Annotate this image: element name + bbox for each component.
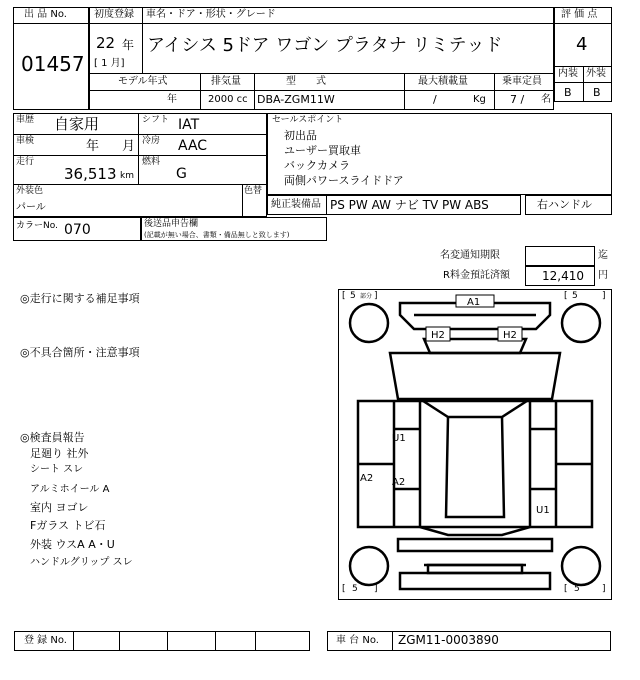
mileage-value: 36,513	[64, 165, 117, 183]
car-diagram	[338, 289, 612, 600]
svg-text:[: [	[564, 291, 568, 301]
capacity-value: 7 /	[510, 93, 525, 106]
docs-label: 後送品申告欄	[144, 219, 199, 229]
name-change-box	[525, 246, 595, 266]
tire-top-left: 5	[350, 291, 356, 301]
wheel-icon	[562, 547, 600, 585]
svg-text:[: [	[342, 584, 346, 594]
driving-heading: ◎走行に関する補足事項	[20, 292, 140, 305]
inspector-line: 室内 ヨゴレ	[30, 501, 89, 514]
interior-label: 内装	[558, 68, 578, 79]
sales-point: ユーザー買取車	[284, 144, 361, 157]
fuel-label: 燃料	[142, 157, 161, 167]
first-reg-month: [ 1 月]	[94, 58, 125, 69]
steering-value: 右ハンドル	[537, 198, 592, 211]
wheel-icon	[562, 304, 600, 342]
inspection-label: 車検	[16, 136, 35, 146]
svg-text:]: ]	[374, 584, 378, 594]
mark-u1-left: U1	[392, 433, 406, 444]
displacement-label: 排気量	[211, 76, 241, 87]
tire-top-left: [	[342, 291, 346, 301]
history-value: 自家用	[54, 115, 100, 133]
car-name-label: 車名・ドア・形状・グレード	[146, 9, 276, 20]
capacity-unit: 名	[541, 94, 551, 105]
info-left-box	[13, 113, 267, 217]
ext-color-value: パール	[16, 202, 46, 213]
inspector-line: Fガラス トビ石	[30, 519, 106, 532]
color-no-label: カラーNo.	[16, 221, 58, 231]
sales-point: 両側パワースライドドア	[284, 174, 404, 187]
shift-value: IAT	[178, 117, 200, 133]
first-reg-label: 初度登録	[94, 9, 134, 20]
name-change-unit: 迄	[598, 250, 608, 261]
mark-h2-left: H2	[431, 330, 445, 341]
ext-color-label: 外装色	[16, 186, 44, 196]
shift-label: シフト	[142, 115, 170, 125]
lot-label: 出 品 No.	[24, 9, 67, 20]
svg-text:]: ]	[602, 584, 606, 594]
grade-value: 4	[576, 34, 588, 55]
inspector-heading: ◎検査員報告	[20, 431, 85, 444]
svg-text:]: ]	[374, 291, 378, 301]
recycle-value: 12,410	[542, 269, 584, 283]
chassis-value: ZGM11-0003890	[398, 633, 499, 647]
exterior-grade: B	[593, 86, 601, 99]
inspection-month: 月	[122, 139, 136, 154]
exterior-label: 外装	[586, 68, 606, 79]
interior-grade: B	[564, 86, 572, 99]
defects-heading: ◎不具合箇所・注意事項	[20, 346, 140, 359]
model-year-label: モデル年式	[118, 76, 168, 87]
mark-a2-outer: A2	[360, 473, 374, 484]
tire-bottom-left: 5	[352, 584, 358, 594]
wheel-icon	[350, 304, 388, 342]
max-load-unit: Kg	[473, 94, 486, 105]
model-year-unit: 年	[167, 94, 177, 105]
sales-label: セールスポイント	[272, 115, 344, 125]
inspector-line: シート スレ	[30, 464, 84, 475]
mileage-unit: km	[120, 171, 134, 181]
mark-h2-right: H2	[503, 330, 517, 341]
capacity-label: 乗車定員	[502, 76, 542, 87]
first-reg-year: 22	[96, 34, 116, 52]
tire-bottom-right: 5	[574, 584, 580, 594]
history-label: 車歴	[16, 115, 35, 125]
fuel-value: G	[176, 166, 187, 182]
chassis-label: 車 台 No.	[336, 635, 379, 646]
sales-point: バックカメラ	[284, 159, 350, 172]
recycle-label: R料金預託済額	[443, 270, 510, 281]
max-load-label: 最大積載量	[418, 76, 468, 87]
reg-no-label: 登 録 No.	[24, 635, 67, 646]
equip-label: 純正装備品	[271, 199, 321, 210]
color-no-value: 070	[64, 222, 91, 238]
name-change-label: 名変通知期限	[440, 250, 500, 261]
recycle-unit: 円	[598, 270, 608, 281]
inspector-line: 足廻り 社外	[30, 447, 89, 460]
wheel-icon	[350, 547, 388, 585]
svg-text:]: ]	[602, 291, 606, 301]
sales-point: 初出品	[284, 129, 317, 142]
car-name: アイシス 5ドア ワゴン プラタナ リミテッド	[147, 35, 503, 56]
tire-top-right: 5	[572, 291, 578, 301]
lot-number: 01457	[21, 52, 85, 76]
inspection-year: 年	[86, 139, 100, 154]
equip-value: PS PW AW ナビ TV PW ABS	[330, 198, 489, 212]
grade-label: 評 価 点	[561, 9, 598, 20]
ac-value: AAC	[178, 138, 208, 154]
inspector-line: 外装 ウスA A・U	[30, 538, 115, 551]
inspector-line: アルミホイール A	[30, 484, 110, 495]
ac-label: 冷房	[142, 136, 161, 146]
color-change-label: 色替	[244, 186, 263, 196]
max-load-value: /	[433, 93, 437, 106]
docs-note: (記載が無い場合、書類・備品無しと致します)	[144, 231, 290, 239]
model-code: DBA-ZGM11W	[257, 93, 335, 106]
model-code-label: 型 式	[286, 76, 326, 87]
tire-top-left-unit: 部分	[360, 293, 373, 300]
inspector-line: ハンドルグリップ スレ	[30, 557, 133, 568]
displacement-value: 2000 cc	[208, 94, 248, 105]
mark-u1-right: U1	[536, 505, 550, 516]
mileage-label: 走行	[16, 157, 35, 167]
svg-text:[: [	[564, 584, 568, 594]
mark-a1: A1	[467, 297, 481, 308]
year-unit: 年	[122, 38, 135, 52]
mark-a2-inner: A2	[392, 477, 406, 488]
